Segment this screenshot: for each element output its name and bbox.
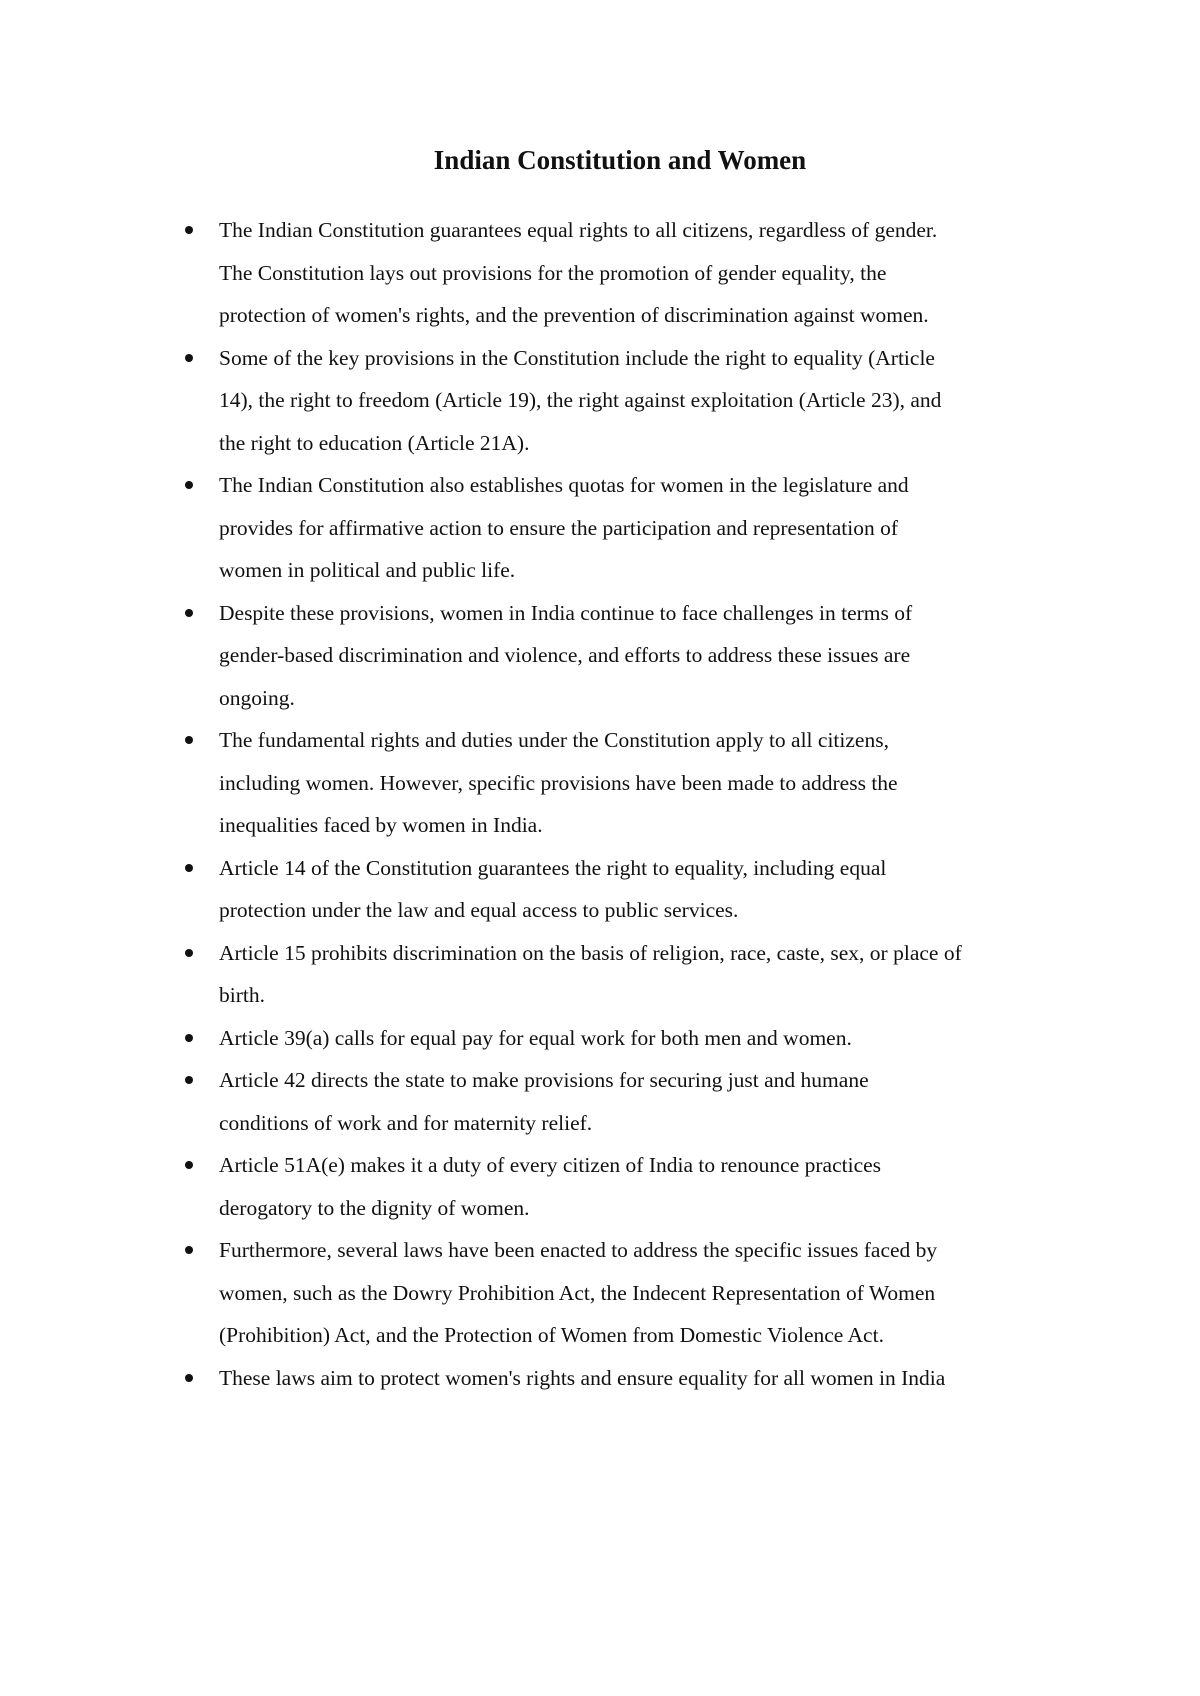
text-line: inequalities faced by women in India. — [219, 813, 543, 837]
text-line: Article 14 of the Constitution guarantees the right to equality, including equal — [219, 855, 887, 880]
text-line: Some of the key provisions in the Constitution include the right to equality (Article — [219, 345, 935, 370]
text-line: including women. However, specific provisions have been made to address the — [219, 770, 898, 795]
document-title: Indian Constitution and Women — [433, 145, 807, 175]
list-item — [185, 592, 1065, 720]
bullet-icon — [185, 864, 193, 872]
bullet-icon — [185, 949, 193, 957]
text-line: The Indian Constitution guarantees equal rights to all citizens, regardless of gender. — [219, 218, 938, 242]
bullet-icon — [185, 1034, 193, 1042]
text-line: Article 15 prohibits discrimination on the basis of religion, race, caste, sex, or place of — [219, 940, 962, 965]
bullet-icon — [185, 736, 193, 744]
list-item — [185, 1357, 1065, 1400]
text-line: Despite these provisions, women in India continue to face challenges in terms of — [219, 600, 913, 625]
text-line: provides for affirmative action to ensure the participation and representation of — [219, 515, 898, 540]
text-line: conditions of work and for maternity relief. — [219, 1110, 593, 1135]
list-item — [185, 719, 1065, 847]
list-item — [185, 1229, 1065, 1357]
text-line: derogatory to the dignity of women. — [219, 1195, 530, 1220]
text-line: The Indian Constitution also establishes quotas for women in the legislature and — [219, 473, 909, 497]
text-line: Article 42 directs the state to make provisions for securing just and humane — [219, 1068, 869, 1092]
text-line: Article 51A(e) makes it a duty of every citizen of India to renounce practices — [219, 1153, 882, 1177]
text-line: Furthermore, several laws have been enacted to address the specific issues faced by — [219, 1238, 938, 1262]
text-line: birth. — [219, 983, 265, 1007]
list-item — [185, 464, 1065, 592]
bullet-icon — [185, 1374, 193, 1382]
bullet-list — [185, 209, 1065, 1399]
text-line: The Constitution lays out provisions for the promotion of gender equality, the — [219, 260, 887, 285]
bullet-icon — [185, 609, 193, 617]
bullet-icon — [185, 1161, 193, 1169]
text-line: gender-based discrimination and violence, and efforts to address these issues are — [219, 643, 911, 667]
text-line: protection under the law and equal access to public services. — [219, 898, 739, 922]
text-line: The fundamental rights and duties under the Constitution apply to all citizens, — [219, 728, 889, 752]
list-item — [185, 1017, 1065, 1060]
text-line: (Prohibition) Act, and the Protection of Women from Domestic Violence Act. — [219, 1323, 884, 1347]
bullet-icon — [185, 354, 193, 362]
text-line: These laws aim to protect women's rights and ensure equality for all women in India — [219, 1365, 946, 1390]
list-item — [185, 209, 1065, 337]
list-item — [185, 847, 1065, 932]
list-item — [185, 932, 1065, 1017]
bullet-icon — [185, 481, 193, 489]
bullet-icon — [185, 226, 193, 234]
text-line: the right to education (Article 21A). — [219, 430, 530, 455]
text-line: 14), the right to freedom (Article 19), the right against exploitation (Article 23), and — [219, 388, 942, 412]
text-line: protection of women's rights, and the prevention of discrimination against women. — [219, 303, 929, 327]
text-line: ongoing. — [219, 685, 295, 710]
text-line: women in political and public life. — [219, 558, 516, 582]
list-item — [185, 1059, 1065, 1144]
list-item — [185, 337, 1065, 465]
text-line: women, such as the Dowry Prohibition Act, the Indecent Representation of Women — [219, 1280, 936, 1305]
text-line: Article 39(a) calls for equal pay for equal work for both men and women. — [219, 1025, 852, 1050]
bullet-icon — [185, 1076, 193, 1084]
list-item — [185, 1144, 1065, 1229]
bullet-icon — [185, 1246, 193, 1254]
